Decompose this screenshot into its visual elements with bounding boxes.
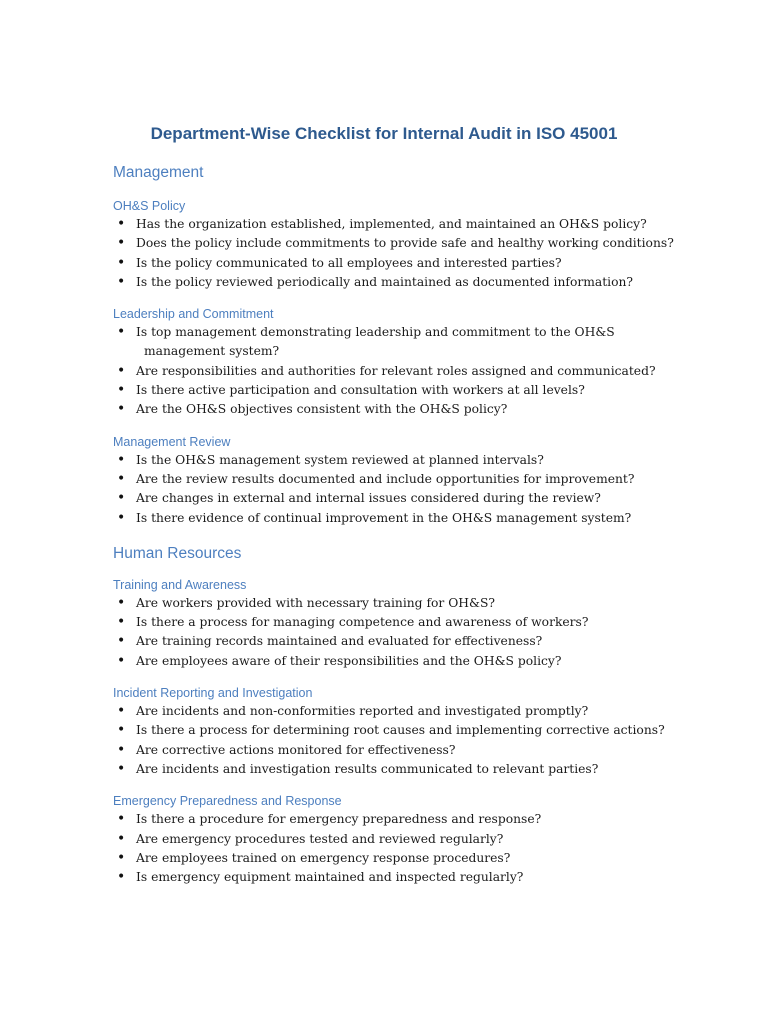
checklist-item: • Are changes in external and internal issues considered during the review? <box>113 489 733 508</box>
document-title: Department-Wise Checklist for Internal Audit in ISO 45001 <box>150 124 618 143</box>
checklist-item: • Is there evidence of continual improvement in the OH&S management system? <box>113 509 733 528</box>
checklist-item: • Are employees aware of their responsibilities and the OH&S policy? <box>113 652 733 671</box>
checklist-item: • Are employees trained on emergency response procedures? <box>113 849 733 868</box>
checklist-item: • Are the review results documented and include opportunities for improvement? <box>113 470 733 489</box>
checklist-item: • Are corrective actions monitored for effectiveness? <box>113 741 733 760</box>
checklist-incident-reporting <box>113 702 733 779</box>
checklist-item-text: Is top management demonstrating leadership and commitment to the OH&S <box>136 325 615 340</box>
checklist-item: • Are incidents and non-conformities reported and investigated promptly? <box>113 702 733 721</box>
checklist-item: • Are workers provided with necessary training for OH&S? <box>113 594 733 613</box>
subheading-emergency-preparedness: Emergency Preparedness and Response <box>113 794 342 809</box>
checklist-item: • Are incidents and investigation results communicated to relevant parties? <box>113 760 733 779</box>
checklist-item: • Is emergency equipment maintained and inspected regularly? <box>113 868 733 887</box>
subheading-incident-reporting: Incident Reporting and Investigation <box>113 686 313 701</box>
checklist-training-awareness <box>113 594 733 671</box>
subheading-management-review: Management Review <box>113 434 231 449</box>
checklist-item: • Are training records maintained and evaluated for effectiveness? <box>113 632 733 651</box>
checklist-item-continuation: management system? <box>144 344 280 359</box>
section-heading-human-resources: Human Resources <box>113 544 242 562</box>
checklist-item: • Has the organization established, implemented, and maintained an OH&S policy? <box>113 215 733 234</box>
checklist-item: • Does the policy include commitments to provide safe and healthy working conditions? <box>113 234 733 253</box>
subheading-ohs-policy: OH&S Policy <box>113 199 186 213</box>
checklist-management-review <box>113 451 733 528</box>
document-body <box>113 161 733 887</box>
section-heading-management: Management <box>113 164 204 181</box>
checklist-ohs-policy <box>113 215 733 292</box>
checklist-item: • Are responsibilities and authorities for relevant roles assigned and communicated? <box>113 362 733 381</box>
checklist-item: • Are emergency procedures tested and reviewed regularly? <box>113 830 733 849</box>
checklist-item: • Is the policy reviewed periodically and maintained as documented information? <box>113 273 733 292</box>
checklist-item: • Is there a procedure for emergency preparedness and response? <box>113 810 733 829</box>
subheading-training-awareness: Training and Awareness <box>113 577 247 592</box>
checklist-item: • Is there active participation and consultation with workers at all levels? <box>113 381 733 400</box>
checklist-item: • Is the OH&S management system reviewed at planned intervals? <box>113 451 733 470</box>
checklist-item: • Is the policy communicated to all employees and interested parties? <box>113 254 733 273</box>
checklist-leadership-commitment <box>113 323 733 419</box>
checklist-item: • Is there a process for managing competence and awareness of workers? <box>113 613 733 632</box>
checklist-emergency-preparedness <box>113 810 733 887</box>
checklist-item: • Is there a process for determining root causes and implementing corrective actions? <box>113 721 733 740</box>
checklist-item <box>113 323 733 362</box>
subheading-leadership-commitment: Leadership and Commitment <box>113 307 274 322</box>
checklist-item: • Are the OH&S objectives consistent with the OH&S policy? <box>113 400 733 419</box>
